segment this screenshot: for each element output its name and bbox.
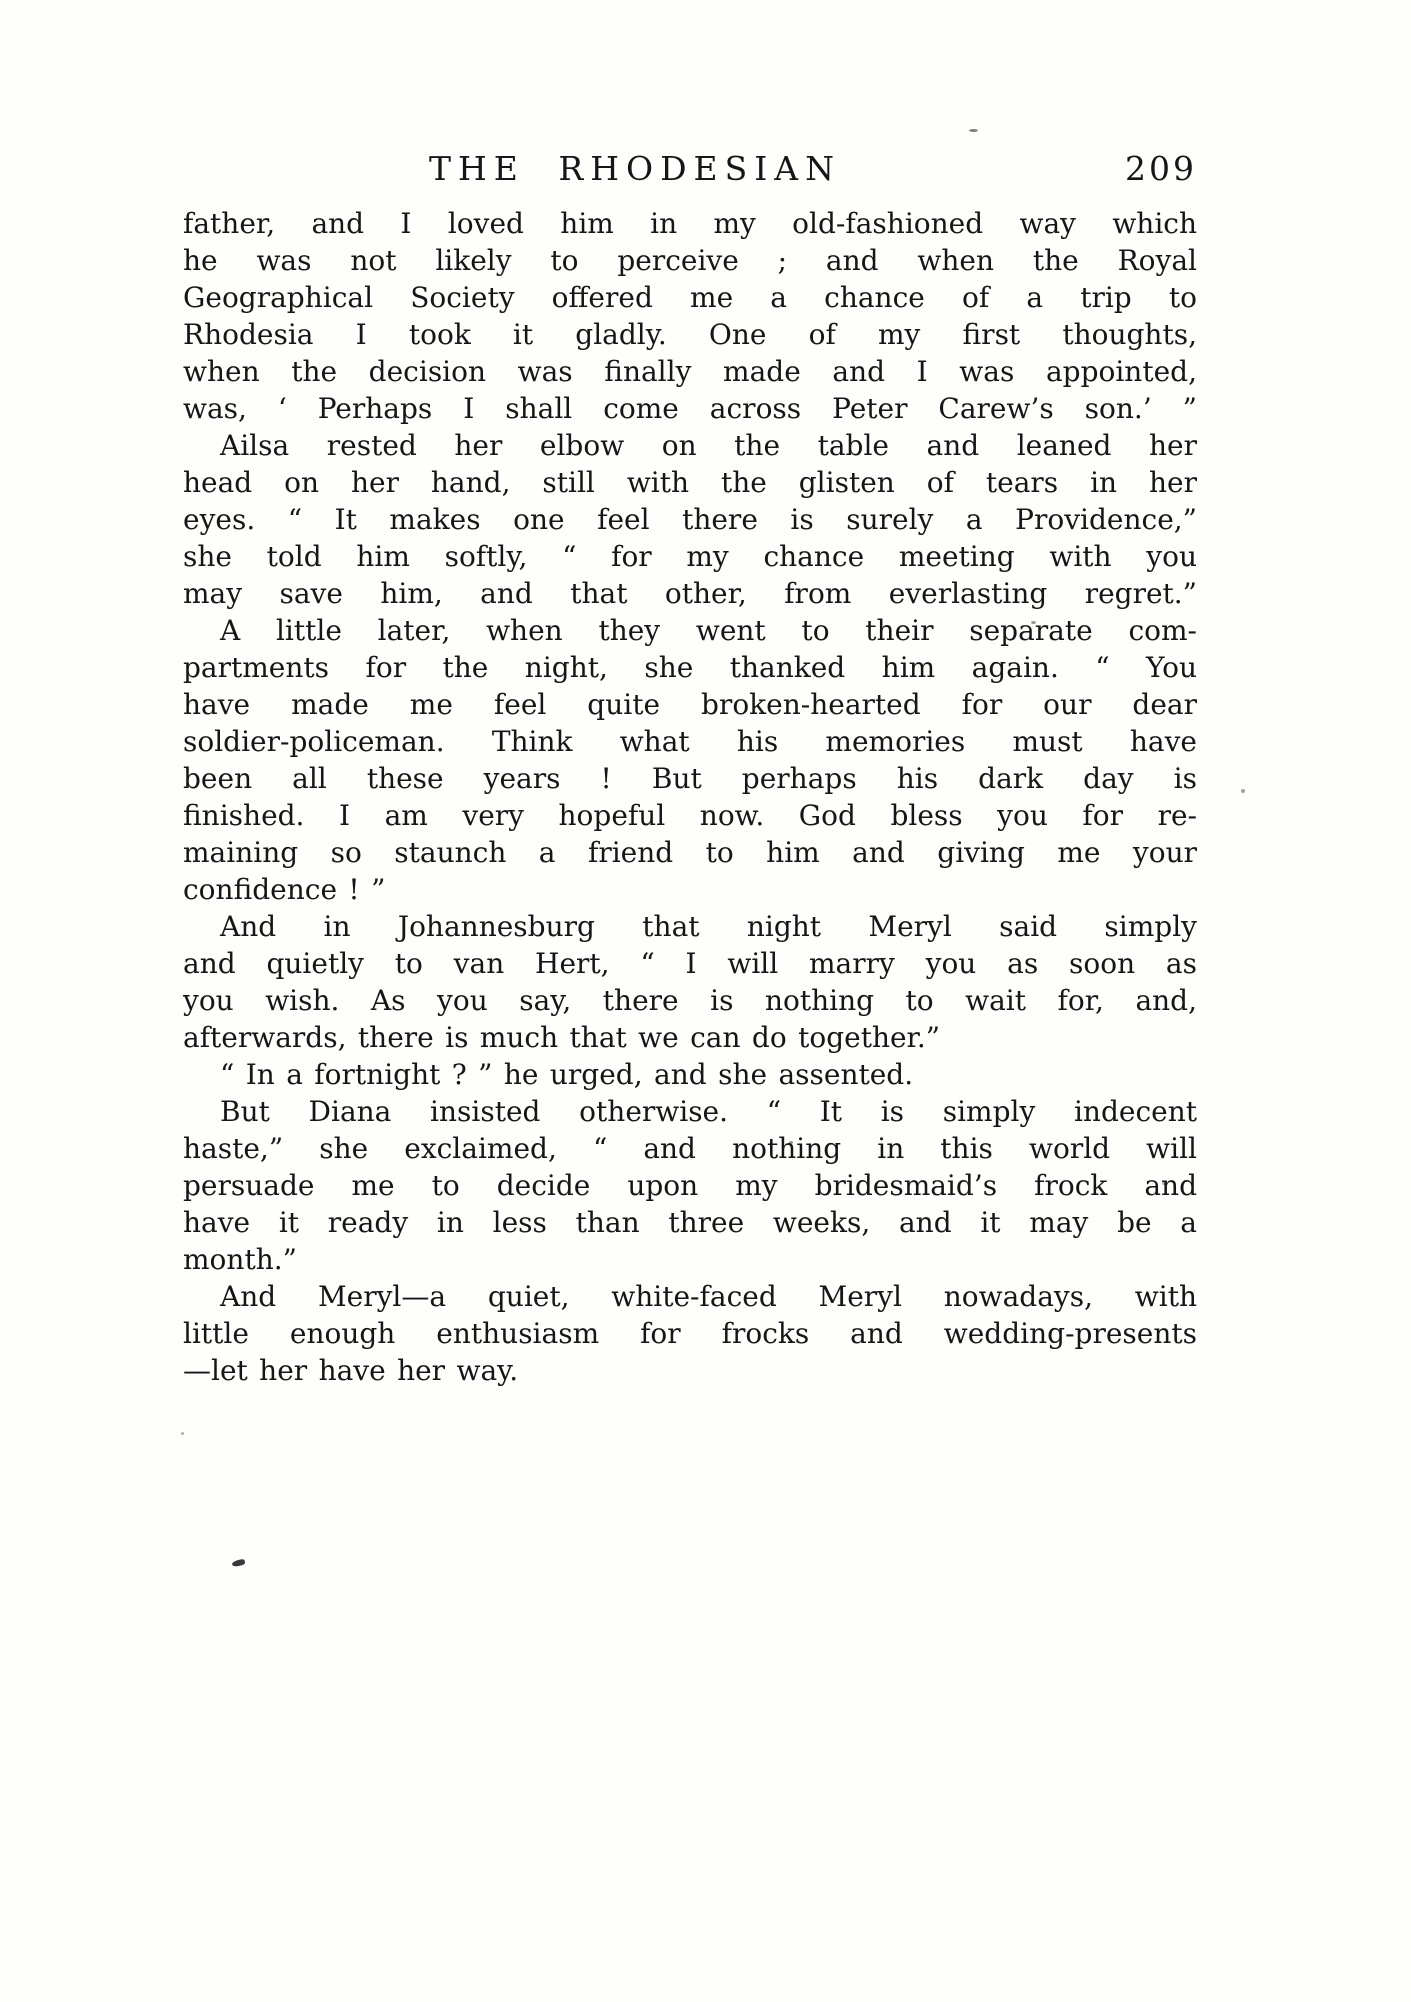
text-line: partments for the night, she thanked him again. “ You <box>183 651 1197 684</box>
text-line: But Diana insisted otherwise. “ It is simply indecent <box>220 1095 1197 1128</box>
text-line: maining so staunch a friend to him and giving me your <box>183 836 1197 869</box>
scan-speck <box>1031 621 1036 624</box>
text-line: was, ‘ Perhaps I shall come across Peter Carew’s son.’ ” <box>183 392 1197 425</box>
scan-speck <box>181 1432 184 1435</box>
text-line: when the decision was finally made and I was appointed, <box>183 355 1197 388</box>
text-line: have it ready in less than three weeks, and it may be a <box>183 1206 1197 1239</box>
text-line: and quietly to van Hert, “ I will marry you as soon as <box>183 947 1197 980</box>
text-line: And in Johannesburg that night Meryl said simply <box>220 910 1197 943</box>
text-line: eyes. “ It makes one feel there is surely a Providence,” <box>183 503 1197 536</box>
text-column <box>183 148 1197 1389</box>
scan-speck <box>231 1559 245 1568</box>
scan-speck <box>969 129 978 132</box>
text-line: A little later, when they went to their separate com- <box>220 614 1197 647</box>
text-line: you wish. As you say, there is nothing to wait for, and, <box>183 984 1197 1017</box>
scan-speck <box>1241 789 1245 793</box>
text-line: Ailsa rested her elbow on the table and leaned her <box>220 429 1197 462</box>
page-header <box>183 148 1197 205</box>
text-line: month.” <box>183 1243 297 1276</box>
page-number: 209 <box>1125 149 1197 188</box>
text-block <box>183 205 1197 1389</box>
text-line: she told him softly, “ for my chance meeting with you <box>183 540 1197 573</box>
text-line: “ In a fortnight ? ” he urged, and she assented. <box>220 1058 914 1091</box>
text-line: confidence ! ” <box>183 873 386 906</box>
text-line: Rhodesia I took it gladly. One of my first thoughts, <box>183 318 1197 351</box>
running-head-title: THE RHODESIAN <box>429 149 841 188</box>
text-line: persuade me to decide upon my bridesmaid’s frock and <box>183 1169 1197 1202</box>
text-line: And Meryl—a quiet, white-faced Meryl nowadays, with <box>220 1280 1197 1313</box>
text-line: he was not likely to perceive ; and when the Royal <box>183 244 1197 277</box>
text-line: —let her have her way. <box>183 1354 519 1387</box>
text-line: finished. I am very hopeful now. God bless you for re- <box>183 799 1197 832</box>
text-line: have made me feel quite broken-hearted for our dear <box>183 688 1197 721</box>
text-line: may save him, and that other, from everlasting regret.” <box>183 577 1197 610</box>
scan-speck <box>789 1141 793 1144</box>
text-line: haste,” she exclaimed, “ and nothing in this world will <box>183 1132 1197 1165</box>
text-line: afterwards, there is much that we can do together.” <box>183 1021 941 1054</box>
text-line: Geographical Society offered me a chance of a trip to <box>183 281 1197 314</box>
text-line: father, and I loved him in my old-fashioned way which <box>183 207 1197 240</box>
text-line: little enough enthusiasm for frocks and wedding-presents <box>183 1317 1197 1350</box>
text-line: head on her hand, still with the glisten of tears in her <box>183 466 1197 499</box>
scan-speck <box>1162 1182 1166 1185</box>
text-line: been all these years ! But perhaps his dark day is <box>183 762 1197 795</box>
text-line: soldier-policeman. Think what his memories must have <box>183 725 1197 758</box>
